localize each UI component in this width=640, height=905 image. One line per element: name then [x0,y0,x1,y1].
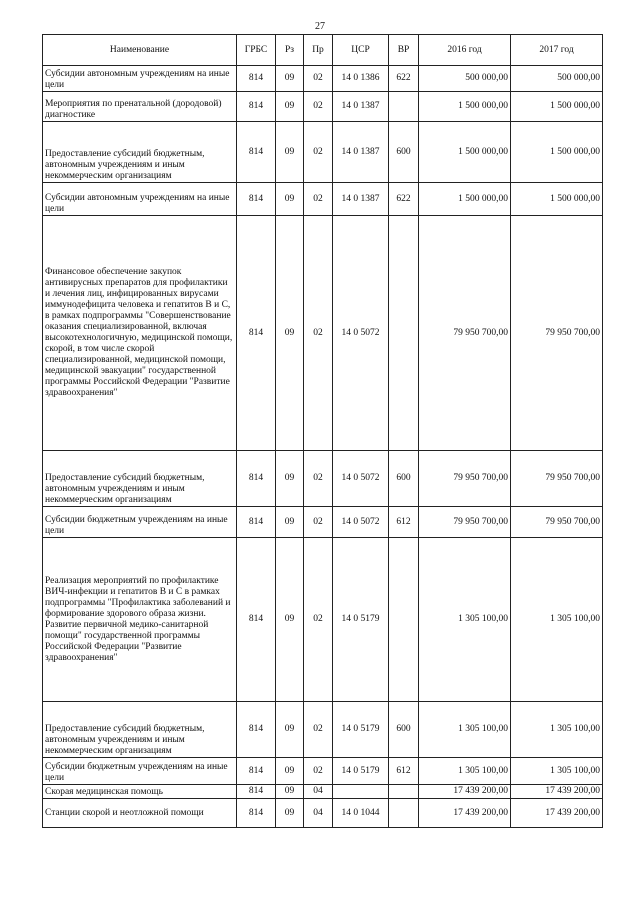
row-rz: 09 [276,216,304,451]
row-rz: 09 [276,66,304,92]
row-pr: 02 [304,66,333,92]
row-vr [389,538,419,702]
table-row [43,785,603,799]
row-grbs: 814 [237,799,276,828]
row-csr: 14 0 5072 [333,216,389,451]
row-csr: 14 0 1387 [333,122,389,183]
row-grbs: 814 [237,785,276,799]
row-rz: 09 [276,122,304,183]
row-vr [389,799,419,828]
row-csr: 14 0 1386 [333,66,389,92]
row-grbs: 814 [237,507,276,538]
row-name: Скорая медицинская помощь [43,785,237,799]
row-csr: 14 0 5179 [333,758,389,785]
row-csr: 14 0 1387 [333,183,389,216]
row-2016: 1 500 000,00 [419,183,511,216]
row-rz: 09 [276,451,304,507]
row-rz: 09 [276,507,304,538]
table-row [43,758,603,785]
row-2016: 17 439 200,00 [419,799,511,828]
row-2016: 1 500 000,00 [419,92,511,122]
row-rz: 09 [276,799,304,828]
row-name: Финансовое обеспечение закупок антивирусных препаратов для профилактики и лечения лиц, инфицированных вирусами иммунодефицита человека и гепатитов В и С, в рамках подпрограммы "Совершенствование оказания специализированной, включая высокотехнологичную, медицинской помощи, скорой, в том числе скорой специализированной, медицинской помощи, медицинской эвакуации" государственной программы Российской Федерации "Развитие здравоохранения" [43,216,237,451]
row-name: Субсидии автономным учреждениям на иные цели [43,183,237,216]
row-name: Предоставление субсидий бюджетным, автономным учреждениям и иным некоммерческим организациям [43,451,237,507]
row-2016: 79 950 700,00 [419,507,511,538]
row-csr: 14 0 1044 [333,799,389,828]
row-2016: 1 305 100,00 [419,758,511,785]
row-2017: 1 305 100,00 [511,758,603,785]
row-vr: 600 [389,122,419,183]
table-row [43,451,603,507]
row-rz: 09 [276,758,304,785]
row-grbs: 814 [237,451,276,507]
row-2016: 79 950 700,00 [419,451,511,507]
row-pr: 02 [304,92,333,122]
row-pr: 02 [304,451,333,507]
row-2017: 1 500 000,00 [511,183,603,216]
row-2017: 17 439 200,00 [511,799,603,828]
row-name: Субсидии автономным учреждениям на иные цели [43,66,237,92]
table-row [43,92,603,122]
row-2016: 17 439 200,00 [419,785,511,799]
row-pr: 02 [304,758,333,785]
table-row [43,702,603,758]
row-pr: 02 [304,122,333,183]
row-vr: 622 [389,183,419,216]
row-grbs: 814 [237,66,276,92]
row-pr: 02 [304,183,333,216]
row-2016: 79 950 700,00 [419,216,511,451]
row-pr: 02 [304,538,333,702]
table-row [43,122,603,183]
row-grbs: 814 [237,92,276,122]
row-pr: 02 [304,702,333,758]
row-2016: 1 305 100,00 [419,538,511,702]
row-name: Субсидии бюджетным учреждениям на иные цели [43,507,237,538]
header-grbs: ГРБС [237,35,276,66]
row-2017: 79 950 700,00 [511,507,603,538]
row-grbs: 814 [237,122,276,183]
row-vr: 600 [389,702,419,758]
row-2017: 79 950 700,00 [511,451,603,507]
header-pr: Пр [304,35,333,66]
row-2017: 1 500 000,00 [511,122,603,183]
row-name: Реализация мероприятий по профилактике ВИЧ-инфекции и гепатитов В и С в рамках подпрограммы "Профилактика заболеваний и формирование здорового образа жизни. Развитие первичной медико-санитарной помощи" государственной программы Российской Федерации "Развитие здравоохранения" [43,538,237,702]
row-name: Предоставление субсидий бюджетным, автономным учреждениям и иным некоммерческим организациям [43,702,237,758]
page-number: 27 [315,21,325,32]
row-2017: 1 500 000,00 [511,92,603,122]
row-pr: 02 [304,216,333,451]
row-vr: 612 [389,507,419,538]
header-rz: Рз [276,35,304,66]
row-csr: 14 0 5179 [333,702,389,758]
row-name: Мероприятия по пренатальной (дородовой) диагностике [43,92,237,122]
row-rz: 09 [276,702,304,758]
row-name: Предоставление субсидий бюджетным, автономным учреждениям и иным некоммерческим организациям [43,122,237,183]
row-grbs: 814 [237,538,276,702]
row-rz: 09 [276,538,304,702]
row-rz: 09 [276,785,304,799]
row-grbs: 814 [237,216,276,451]
header-vr: ВР [389,35,419,66]
row-grbs: 814 [237,702,276,758]
row-vr: 622 [389,66,419,92]
table-row [43,799,603,828]
row-csr [333,785,389,799]
header-2016: 2016 год [419,35,511,66]
table-header-row [43,35,603,66]
table-row [43,216,603,451]
row-2016: 500 000,00 [419,66,511,92]
row-name: Субсидии бюджетным учреждениям на иные цели [43,758,237,785]
row-grbs: 814 [237,758,276,785]
row-vr [389,785,419,799]
row-vr [389,216,419,451]
row-pr: 04 [304,799,333,828]
row-vr: 600 [389,451,419,507]
header-name: Наименование [43,35,237,66]
table-row [43,538,603,702]
table-row [43,183,603,216]
row-2017: 1 305 100,00 [511,702,603,758]
table-row [43,66,603,92]
row-pr: 02 [304,507,333,538]
row-name: Станции скорой и неотложной помощи [43,799,237,828]
header-csr: ЦСР [333,35,389,66]
row-2016: 1 305 100,00 [419,702,511,758]
row-rz: 09 [276,183,304,216]
row-2017: 17 439 200,00 [511,785,603,799]
row-csr: 14 0 5072 [333,451,389,507]
row-csr: 14 0 5179 [333,538,389,702]
row-2017: 79 950 700,00 [511,216,603,451]
row-vr: 612 [389,758,419,785]
row-vr [389,92,419,122]
row-2016: 1 500 000,00 [419,122,511,183]
row-grbs: 814 [237,183,276,216]
row-csr: 14 0 5072 [333,507,389,538]
row-2017: 1 305 100,00 [511,538,603,702]
row-csr: 14 0 1387 [333,92,389,122]
row-pr: 04 [304,785,333,799]
row-rz: 09 [276,92,304,122]
budget-table [42,34,603,828]
table-row [43,507,603,538]
header-2017: 2017 год [511,35,603,66]
row-2017: 500 000,00 [511,66,603,92]
